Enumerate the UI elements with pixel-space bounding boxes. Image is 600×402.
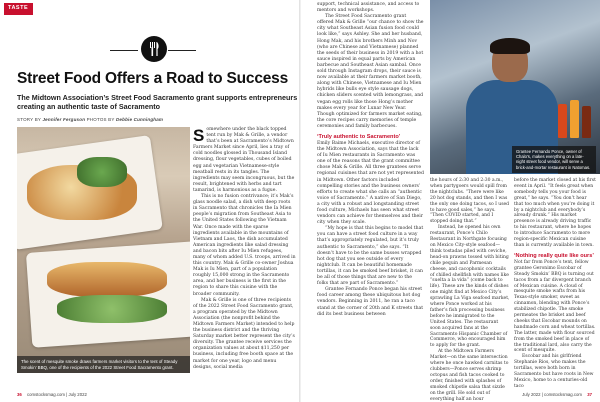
herb-garnish	[77, 157, 127, 187]
paragraph: before the market closed at his first event in April. “It feels great when somebody tells you your food is great,” he says. “You don’t hear that too much when you’re doing it by a nightclub and everybody’s already drunk.” His market presence is already driving traffic to his restaurant, where he hopes to introduce Sacramento to more region-specific Mexican cuisine than is currently available in town.	[514, 178, 596, 248]
column-4	[514, 178, 596, 390]
salsa-bottle	[570, 100, 579, 138]
byline-photo-prefix: PHOTOS BY	[86, 117, 115, 122]
paragraph: Instead, he opened his own restaurant, Ponce’s Chilo Restaurant in Northgate focusing on Mexico City-style seafood—think tostadas piled with ceviche, head-on prawns tossed with biting chile pequin and Parmesan cheese, and cacophonic cocktails of chilled shellfish with names like “suelta a la vida” (come back to life). These are the kinds of dishes one might find at Mexico City’s sprawling La Viga seafood market, where Ponce worked at his father’s fish processing business before he immigrated to the United States. The restaurant soon acquired fans at the Sacramento Hispanic Chamber of Commerce, who encouraged him to apply for the grant.	[430, 225, 510, 349]
page-number-left: 36	[17, 392, 22, 397]
byline	[17, 117, 163, 122]
footer-site-left: comstocksmag.com	[26, 392, 65, 397]
paragraph: Not far from Ponce’s tent, fellow grantee Geronimo Escobar of Steady Smokin’ BBQ is turning out tacos from a far divergent branch of Mexican cuisine. A cloud of mesquite smoke wafts from his Texas-style smoker, sweet as cinnamon, blending with Ponce’s stabilized chipotle. The smoke permeates the brisket and beef cheeks that Escobar mounds on handmade corn and wheat tortillas. The latter, made with flour sourced from the smoked beef in place of the traditional lard, also carry the scent of mesquite.	[514, 259, 596, 354]
page-gutter	[299, 0, 301, 402]
paragraph: At the Midtown Farmers Market—on the same intersection where he once hawked carnitas to clubbers—Ponce serves shrimp octopus and fish tacos cooked to order, finished with splashes of smoked chipotle salsa that sizzle on the grill. He sold out of everything half an hour	[430, 349, 509, 402]
paragraph: This is no fusion contrivance; it’s Mak’s glass noodle salad, a dish with deep roots in Sacramento that chronicles the Ia Mien people’s migration from Southeast Asia to the United States following the Vietnam War. Once made with the sparse ingredients available in the mountains of Vietnam and Laos, the dish accumulated American ingredients like salad dressing and bacon bits after Iu Mien refugees, many of whom added U.S. troops, arrived in this country. Mak & Grille co-owner Joshua Mak is Iu Mien, part of a population roughly 15,000 strong in the Sacramento area, and her business is the first in the region to share this cuisine with the broader community.	[193, 194, 296, 297]
photo-caption-right: Grantee Fernando Ponce, owner of Chalo’s, makes everything on a late-night street food vendor, will serve a brick-and-mortar restaurant in Natomas.	[512, 146, 596, 173]
footer-issue-right: July 2022	[522, 392, 541, 397]
footer-site-right: comstocksmag.com	[544, 392, 583, 397]
paragraph: “My hope is that this begins to model that you can have a street food culture in a way that’s appropriately regulated, but it’s truly authentic to Sacramento,” she says. “It doesn’t have to be the same busses wrapped hot dog that you see outside of every nightclub. It can be beautiful homemade tortillas, it can be smoked beef brisket, it can be all of those things that are new to the folks that are part of Sacramento.”	[317, 226, 424, 287]
page-number-right: 37	[587, 392, 592, 397]
paragraph: Grantee Fernando Ponce began his street food career among these ubiquitous hot dog vendors. Beginning in 2011, he ran a taco stand at the corner of 20th and K streets that did its best business between	[317, 287, 424, 317]
footer-left: 36 comstocksmag.com | July 2022	[17, 392, 87, 397]
subhead-nothing-like-ours: ‘Nothing really quite like ours’	[514, 252, 594, 259]
column-1	[193, 127, 296, 371]
slaw-topping	[57, 295, 167, 323]
footer-issue-left: July 2022	[68, 392, 87, 397]
photo-caption-left: The scent of mesquite smoke draws farmers market visitors to the tent of Steady Smokin’ BBQ, one of the recipients of the 2022 Street Food Sacramento grant.	[17, 356, 190, 373]
byline-photographer: Debbie Cunningham	[115, 117, 164, 122]
paragraph: omewhere under the black topped tent run by Mak & Grille, a vendor that’s been at Sacramento’s Midtown Farmers Market since April, lies a tray of cold noodles glossed in Thousand Island dressing, flour vegetables, cubes of boiled egg and vegetarian Vietnamese-style meatball rests in its tangles. The ingredients may seem incongruous, but the result, brightened with herbs and tart tamarind, is harmonious as a fugue.	[193, 127, 295, 193]
byline-story-prefix: STORY BY	[17, 117, 42, 122]
person-hair	[490, 38, 530, 54]
footer-right: July 2022 | comstocksmag.com 37	[522, 392, 592, 397]
fork-knife-icon	[141, 36, 167, 62]
column-2	[317, 2, 424, 318]
section-tag: TASTE	[4, 3, 33, 15]
article-headline: Street Food Offers a Road to Success	[17, 70, 289, 87]
paragraph: the hours of 2:30 and 2:30 a.m., when partygoers would spill from the nightclubs. “There were like 20 hot dog stands, and then I was the only one doing tacos, so I used to have good sales,” he says. “Then COVID started, and I stopped doing that.”	[430, 178, 510, 225]
logo-rule-left	[110, 50, 138, 51]
column-3	[430, 178, 510, 402]
byline-author: Jennifer Ferguson	[42, 117, 86, 122]
paragraph: The Street Food Sacramento grant offered Mak & Grille “our chance to show the city what Southeast Asian fusion food could look like,” says Ashley. She and her husband, Hong Mak, and his brothers Minh and Nov (who are Chinese and Vietnamese) planned the seeds of their business in 2019 with a hot sauce inspired in equal parts by American barbecue and Southeast Asian sambal. Once sold through Instagram drops, their sauce is now available at their farmers market booth, along with Chinese, Vietnamese and Iu Mien hybrids like bulls eye style sausage dogs, chicken sliders scented with lemongrass, and vegan egg rolls like those Hong’s mother makes every year for Lunar New Year. Though optimized for farmers market eating, the core recipes carry memories of temple ceremonies and family barbecues.	[317, 14, 424, 129]
paragraph: support, technical assistance, and access to mentors and workshops.	[317, 2, 420, 14]
paragraph: Emily Baime Michaels, executive director of the Midtown Association, says that the lack of Iu Mien restaurants in Sacramento was one of the reasons that the grant committee chose Mak & Grille. All three grantees serve regional cuisines that are not yet represented in Midtown. Other factors included compelling stories and the business owners’ efforts to create what she calls an “authentic voice of Sacramento.” A native of San Diego, a city with a robust and longstanding street food culture, Michaels has seen what street vendors can achieve for themselves and their city when they scale.	[317, 140, 424, 226]
drop-cap: S	[193, 126, 205, 145]
logo-rule-right	[168, 50, 196, 51]
paragraph: Mak & Grille is one of three recipients of the 2022 Street Food Sacramento grant, a program operated by the Midtown Association (the nonprofit behind the Midtown Farmers Market) intended to help the business district and the thriving Saturday market better represent the city’s diversity. The grantee receive services the organization values at about $11,250 per business, including free booth space at the market for one year, logo and menu designs, social media	[193, 297, 295, 370]
section-logo	[110, 35, 196, 65]
salsa-bottle	[558, 104, 567, 138]
food-tray-photo	[17, 127, 190, 373]
article-deck: The Midtown Association’s Street Food Sacramento grant supports entrepreneurs creating an authentic taste of Sacramento	[17, 93, 298, 111]
subhead-authentic: ‘Truly authentic to Sacramento’	[317, 133, 401, 140]
paragraph: Escobar and his girlfriend Stephanie Rios, who makes the tortillas, were both born in Sacramento but have roots in New Mexico, home to a centuries-old taco	[514, 354, 594, 389]
sausage-dog	[47, 262, 167, 297]
salsa-bottle	[582, 106, 591, 138]
vendor-portrait-photo	[430, 0, 600, 174]
